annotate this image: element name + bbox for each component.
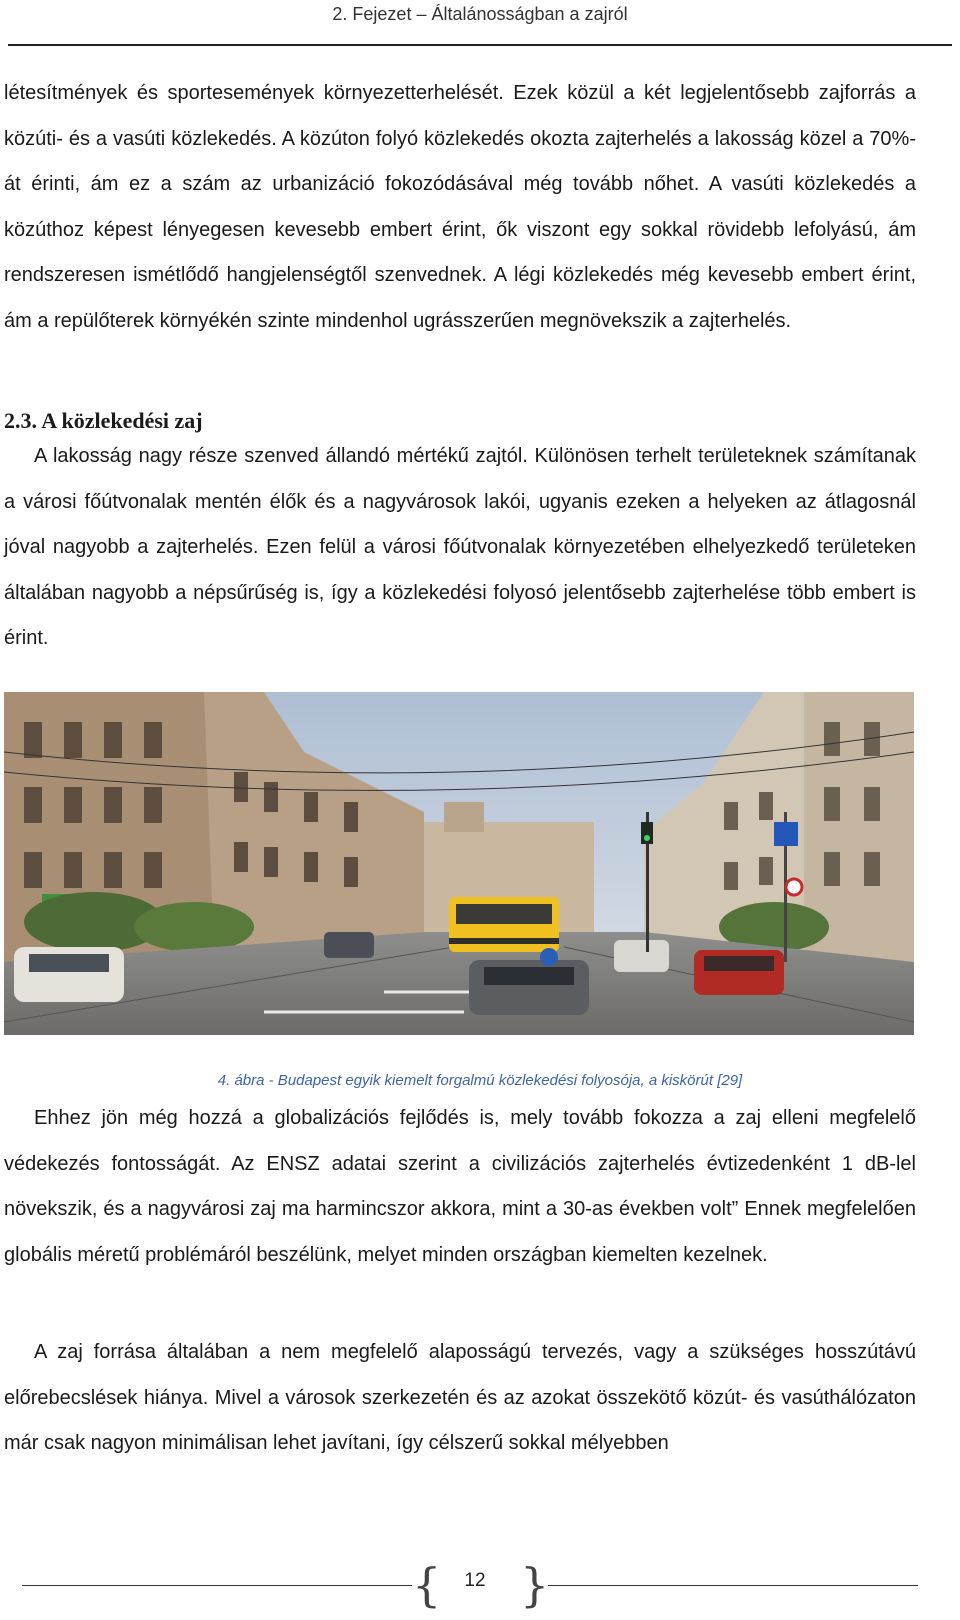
footer-rule-right [548,1585,918,1586]
paragraph-1: létesítmények és sportesemények környezetterhelését. Ezek közül a két legjelentősebb zajforrás a közúti- és a vasúti közlekedés. A közúton folyó közlekedés okozta zajterhelés a lakosság közel a 70%-át érinti, ám ez a szám az urbanizáció fokozódásával még tovább nőhet. A vasúti közlekedés a közúthoz képest lényegesen kevesebb embert érint, ők viszont egy sokkal rövidebb lefolyású, ám rendszeresen ismétlődő hangjelenségtől szenvednek. A légi közlekedés még kevesebb embert érint, ám a repülőterek környékén szinte mindenhol ugrásszerűen megnövekszik a zajterhelés. [4,82,916,332]
header-rule [8,44,952,46]
footer-rule-left [22,1585,412,1586]
section-heading: 2.3. A közlekedési zaj [4,408,203,433]
street-photo [4,692,914,1035]
figure-caption: 4. ábra - Budapest egyik kiemelt forgalmú közlekedési folyosója, a kiskörút [29] [217,1072,743,1089]
chapter-title: 2. Fejezet – Általánosságban a zajról [332,4,628,24]
left-brace-icon: { [412,1558,442,1612]
paragraph-3: Ehhez jön még hozzá a globalizációs fejlődés is, mely tovább fokozza a zaj elleni megfelelő védekezés fontosságát. Az ENSZ adatai szerint a civilizációs zajterhelés évtizedenként 1 dB-lel növekszik, és a nagyvárosi zaj ma harmincszor akkora, mint a 30-as években volt” Ennek megfelelően globális méretű problémáról beszélünk, melyet minden országban kiemelten kezelnek. [4,1107,916,1266]
paragraph-4: A zaj forrása általában a nem megfelelő alaposságú tervezés, vagy a szükséges hosszútávú előrebecslések hiánya. Mivel a városok szerkezetén és az azokat összekötő közút- és vasúthálózaton már csak nagyon minimálisan lehet javítani, így célszerű sokkal mélyebben [4,1341,916,1454]
page-footer [0,1560,960,1610]
page-header [0,0,960,48]
paragraph-2: A lakosság nagy része szenved állandó mértékű zajtól. Különösen terhelt területeknek számítanak a városi főútvonalak mentén élők és a nagyvárosok lakói, ugyanis ezeken a helyeken az átlagosnál jóval nagyobb a zajterhelés. Ezen felül a városi főútvonalak környezetében elhelyezkedő területeken általában nagyobb a népsűrűség is, így a közlekedési folyosó jelentősebb zajterhelése több embert is érint. [4,445,916,649]
page-number: 12 [464,1570,486,1591]
right-brace-icon: } [520,1558,550,1612]
